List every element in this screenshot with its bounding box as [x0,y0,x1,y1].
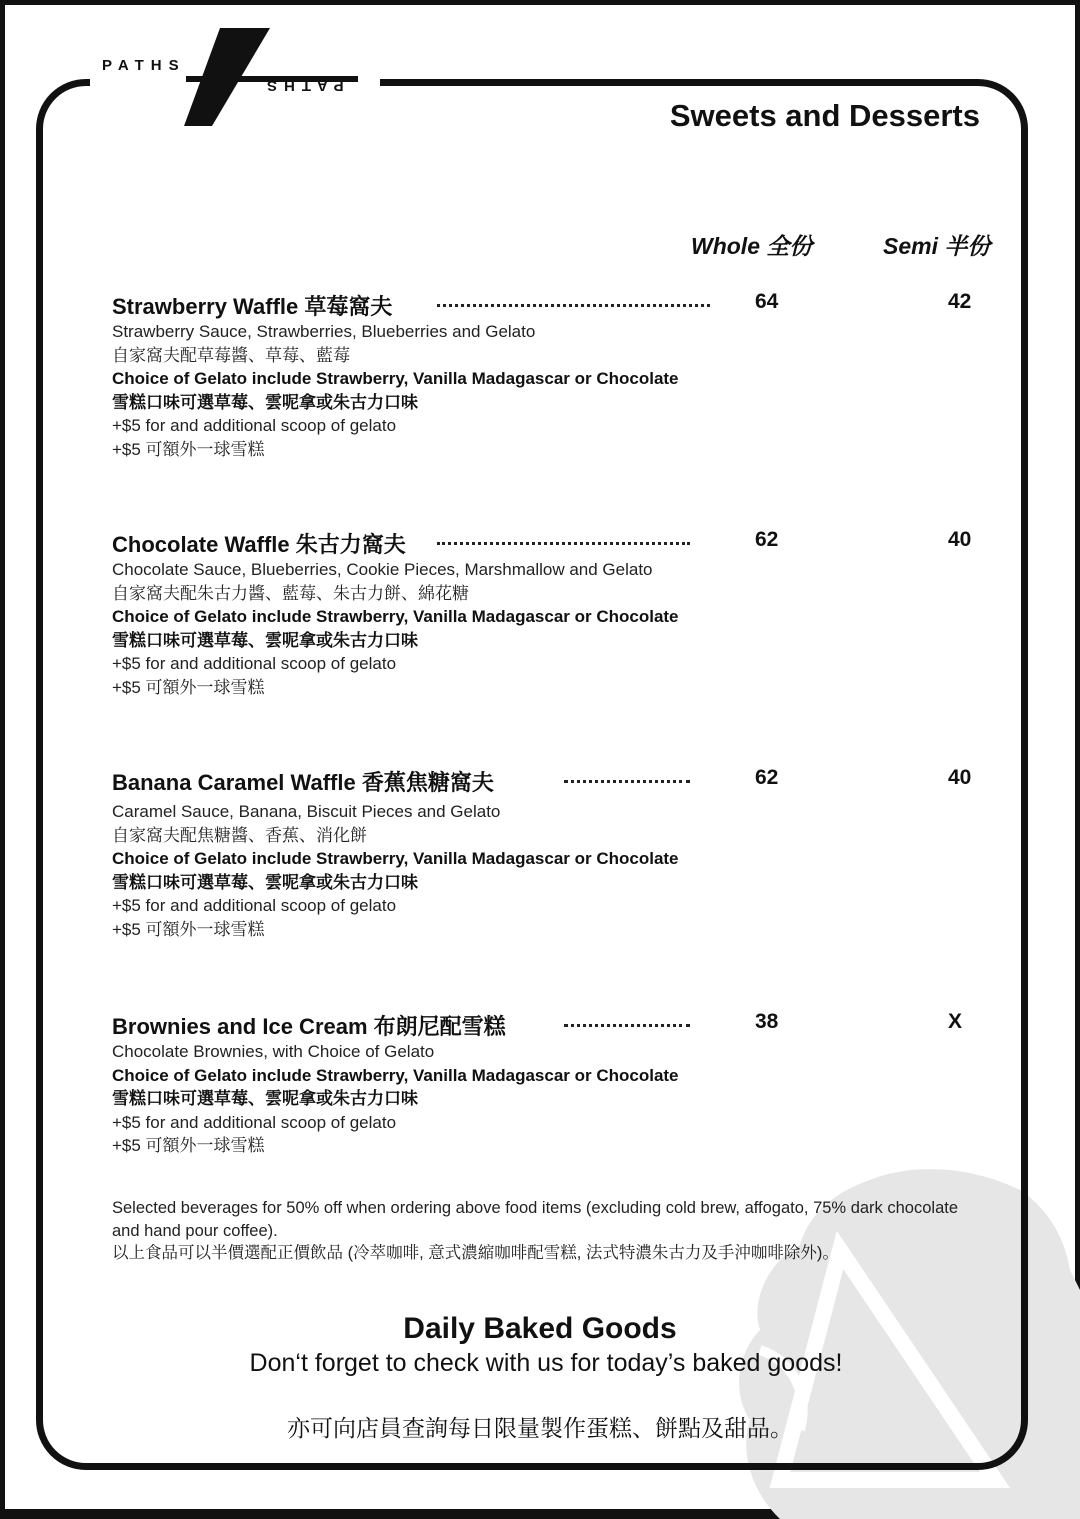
price-whole: 38 [755,1010,779,1033]
gelato-choice-zh: 雪糕口味可選草莓、雲呢拿或朱古力口味 [112,392,418,412]
gelato-choice-zh: 雪糕口味可選草莓、雲呢拿或朱古力口味 [112,1089,418,1108]
item-description-zh: 自家窩夫配焦糖醬、香蕉、消化餅 [112,825,367,845]
price-semi: X [948,1010,963,1033]
item-name: Strawberry Waffle 草莓窩夫 [112,294,393,319]
price-whole: 62 [755,766,779,789]
dotted-leader [564,780,690,783]
item-description: Strawberry Sauce, Strawberries, Blueberries and Gelato [112,322,536,341]
extra-scoop-zh: +$5 可額外一球雪糕 [112,919,265,939]
item-description-zh: 自家窩夫配朱古力醬、藍莓、朱古力餅、綿花糖 [112,583,469,603]
gelato-choice-zh: 雪糕口味可選草莓、雲呢拿或朱古力口味 [112,872,418,892]
extra-scoop: +$5 for and additional scoop of gelato [112,654,397,673]
beverage-note [112,1197,982,1265]
price-whole: 64 [755,290,779,313]
extra-scoop: +$5 for and additional scoop of gelato [112,416,397,435]
item-description: Chocolate Brownies, with Choice of Gelato [112,1042,435,1061]
logo-slash-icon [90,22,380,130]
item-description-zh: 自家窩夫配草莓醬、草莓、藍莓 [112,345,350,365]
item-description: Chocolate Sauce, Blueberries, Cookie Pieces, Marshmallow and Gelato [112,560,653,579]
extra-scoop-zh: +$5 可額外一球雪糕 [112,1136,265,1155]
price-semi: 40 [948,766,972,789]
price-semi: 40 [948,528,972,551]
extra-scoop-zh: +$5 可額外一球雪糕 [112,677,265,697]
logo-text-bottom: PATHS [260,77,344,94]
page-title: Sweets and Desserts [669,98,980,133]
extra-scoop: +$5 for and additional scoop of gelato [112,1112,397,1132]
menu-item [112,290,972,461]
extra-scoop-zh: +$5 可額外一球雪糕 [112,439,265,459]
gelato-choice: Choice of Gelato include Strawberry, Vanilla Madagascar or Chocolate [112,369,679,388]
item-name: Chocolate Waffle 朱古力窩夫 [112,532,406,557]
dotted-leader [437,304,710,307]
baked-goods-zh: 亦可向店員查詢每日限量製作蛋糕、餅點及甜品。 [287,1415,793,1441]
gelato-choice: Choice of Gelato include Strawberry, Vanilla Madagascar or Chocolate [112,1065,679,1085]
beverage-note-en: Selected beverages for 50% off when ordering above food items (excluding cold brew, affogato, 75% dark chocolate and hand pour coffee). [112,1199,959,1240]
item-description: Caramel Sauce, Banana, Biscuit Pieces and Gelato [112,802,501,821]
dotted-leader [564,1024,690,1027]
column-header-whole: Whole 全份 [691,233,813,259]
baked-goods-subtitle: Don‘t forget to check with us for today’s baked goods! [249,1349,843,1377]
logo-text-top: PATHS [102,57,186,74]
gelato-choice: Choice of Gelato include Strawberry, Vanilla Madagascar or Chocolate [112,607,679,626]
beverage-note-zh: 以上食品可以半價選配正價飲品 (冷萃咖啡, 意式濃縮咖啡配雪糕, 法式特濃朱古力及手沖咖啡除外)。 [112,1244,839,1262]
column-header-semi: Semi 半份 [883,233,991,259]
item-name: Banana Caramel Waffle 香蕉焦糖窩夫 [112,770,494,795]
price-semi: 42 [948,290,972,313]
menu-item [112,528,972,699]
menu-item [112,1010,972,1158]
gelato-choice-zh: 雪糕口味可選草莓、雲呢拿或朱古力口味 [112,630,418,650]
gelato-choice: Choice of Gelato include Strawberry, Vanilla Madagascar or Chocolate [112,849,679,868]
extra-scoop: +$5 for and additional scoop of gelato [112,896,397,915]
menu-item [112,766,972,941]
brand-logo [90,22,380,130]
baked-goods-title: Daily Baked Goods [403,1312,677,1345]
dotted-leader [437,542,690,545]
price-whole: 62 [755,528,779,551]
item-name: Brownies and Ice Cream 布朗尼配雪糕 [112,1014,506,1039]
